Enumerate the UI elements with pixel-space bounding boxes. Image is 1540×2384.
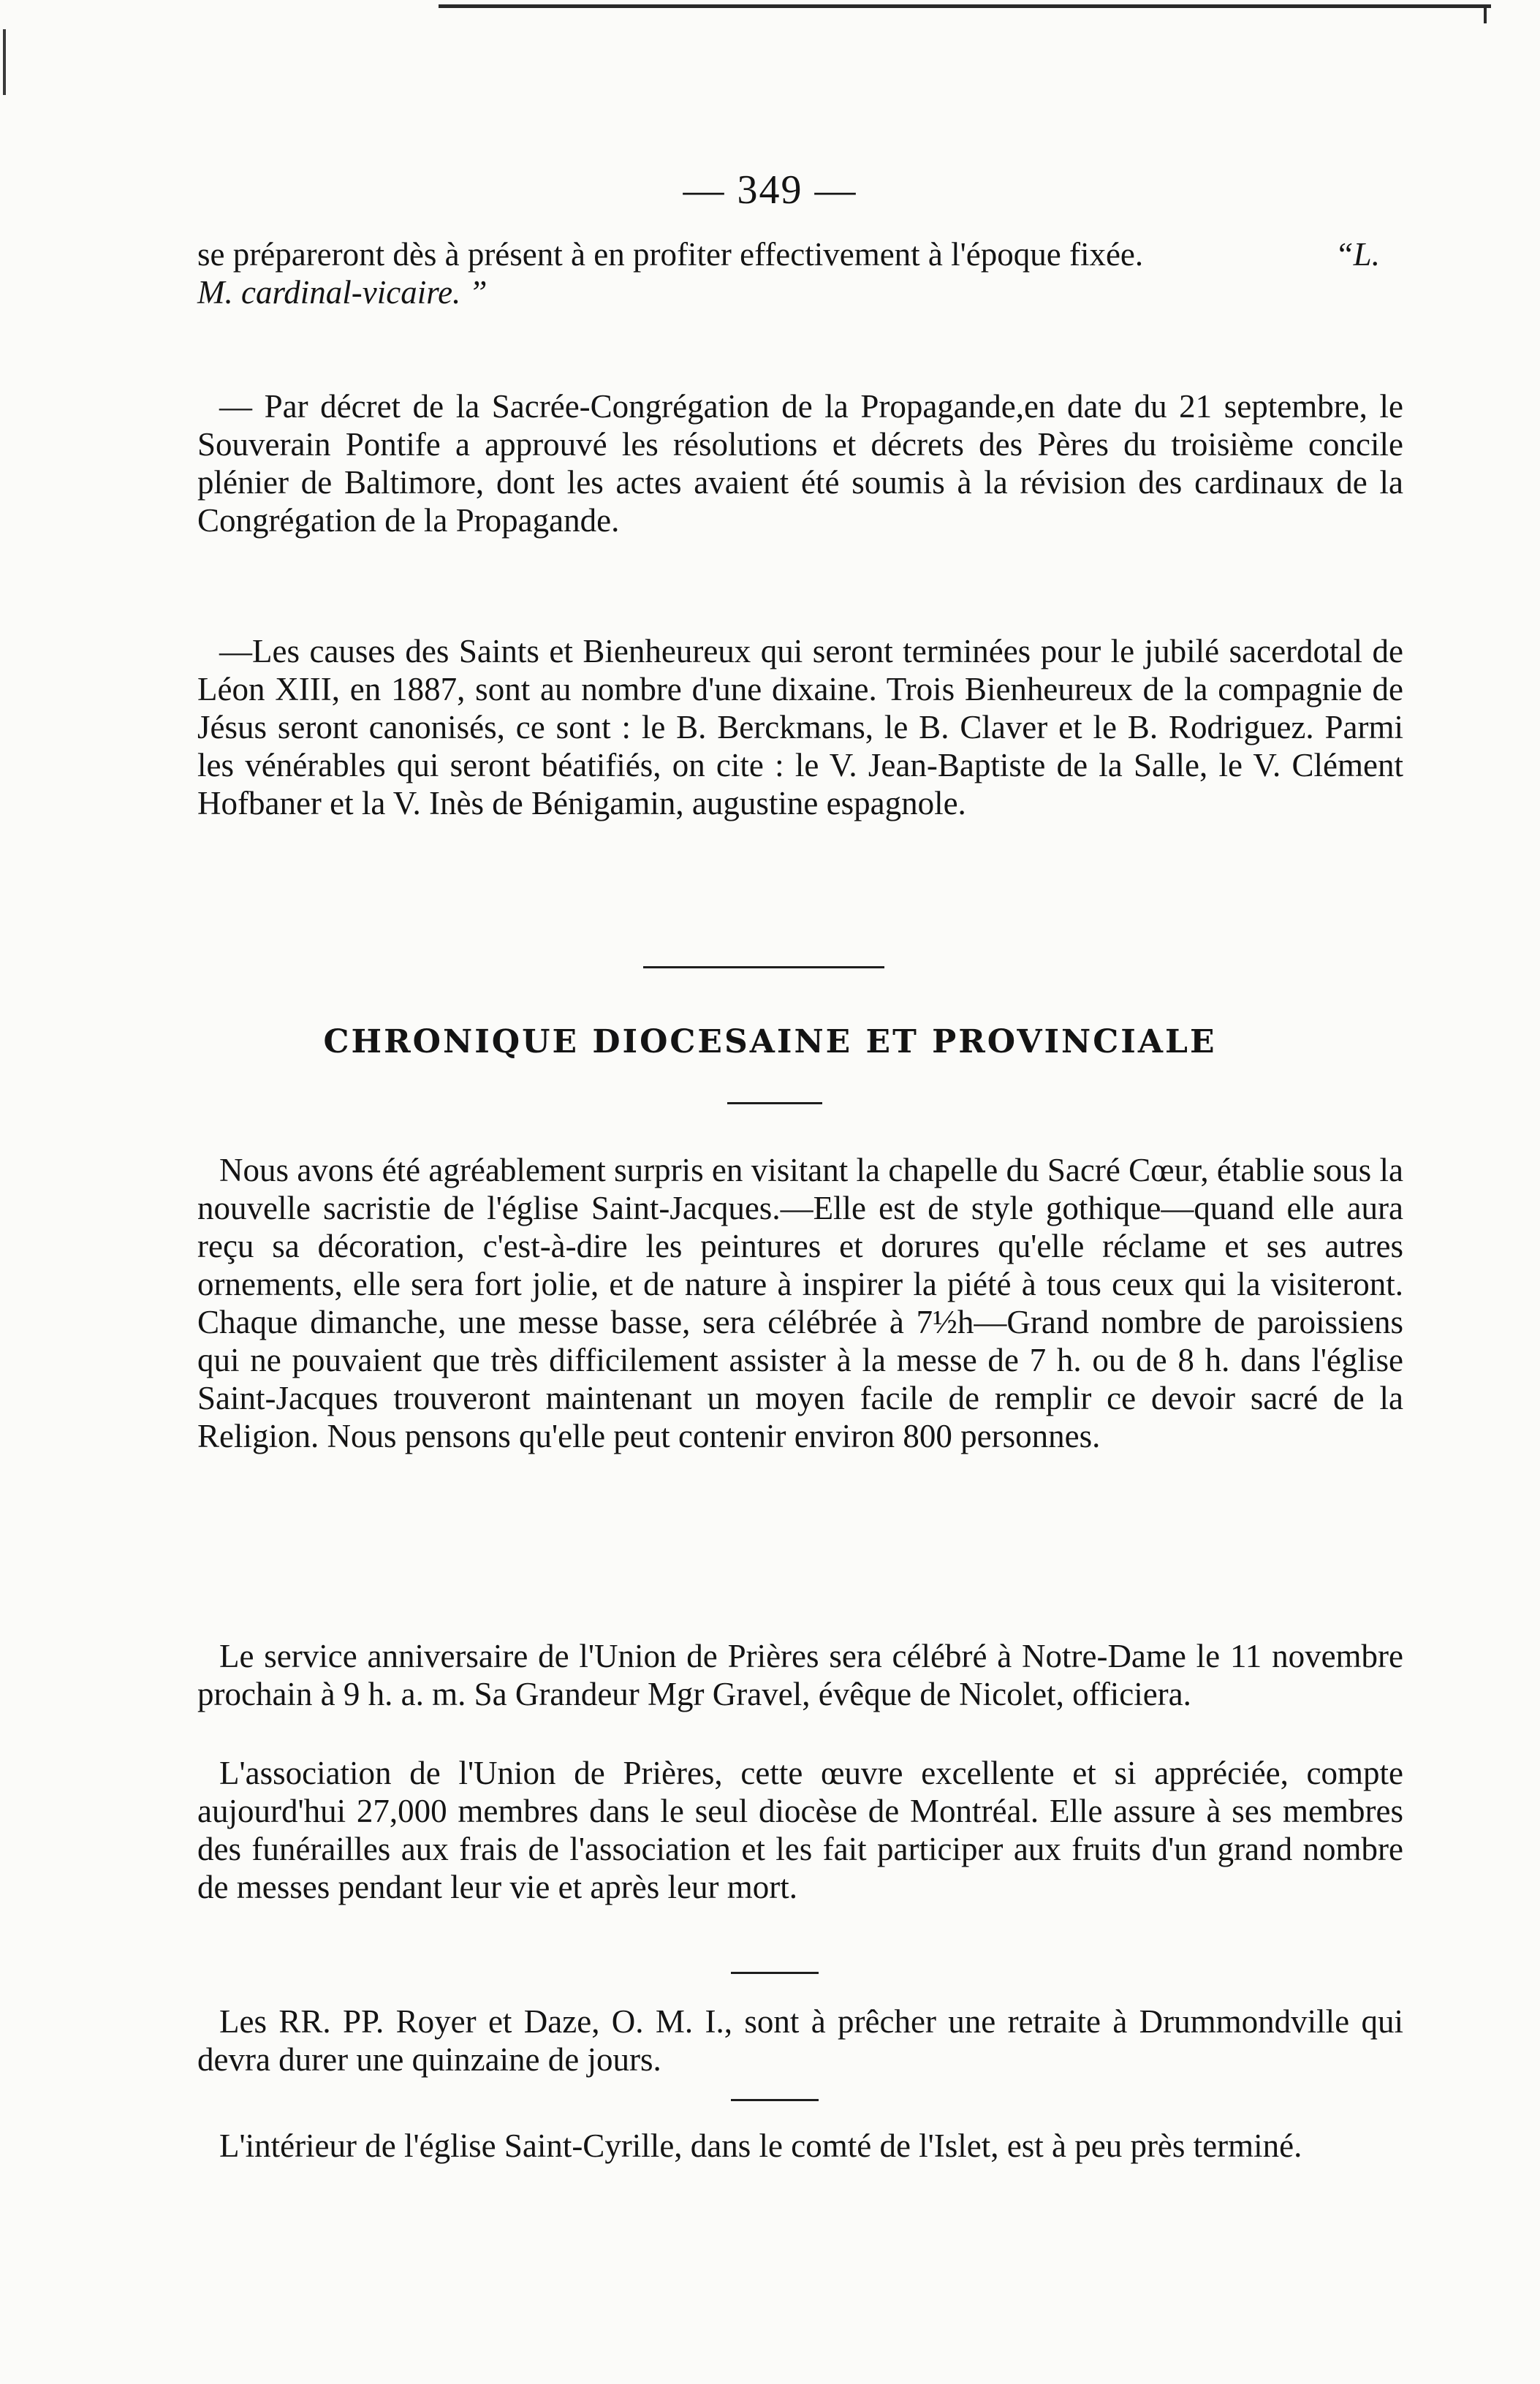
chronicle-paragraph: L'association de l'Union de Prières, cette œuvre excellente et si appréciée, compte aujourd'hui 27,000 membres dans le seul diocèse de Montréal. Elle assure à ses membres des funérailles aux frais de l'association et les fait participer aux fruits d'un grand nombre de messes pendant leur vie et après leur mort. — [197, 1755, 1403, 1905]
news-item-propaganda — [197, 387, 1403, 539]
heading-underline — [727, 1102, 822, 1104]
chronicle-paragraph: Les RR. PP. Royer et Daze, O. M. I., sont à prêcher une retraite à Drummondville qui devra durer une quinzaine de jours. — [197, 2003, 1403, 2078]
news-paragraph: — Par décret de la Sacrée-Congrégation de la Propagande,en date du 21 septembre, le Souverain Pontife a approuvé les résolutions et décrets des Pères du troisième concile plénier de Baltimore, dont les actes avaient été soumis à la révision des cardinaux de la Congrégation de la Propagande. — [197, 388, 1403, 539]
chronicle-paragraph: L'intérieur de l'église Saint-Cyrille, dans le comté de l'Islet, est à peu près terminé. — [219, 2127, 1302, 2164]
section-divider — [643, 966, 884, 968]
section-heading: CHRONIQUE DIOCESAINE ET PROVINCIALE — [323, 1023, 1217, 1060]
intro-text: se prépareront dès à présent à en profiter effectivement à l'époque fixée. — [197, 236, 1144, 273]
top-border-tick — [1484, 6, 1487, 23]
chronicle-saint-cyrille — [197, 2127, 1403, 2165]
chronicle-paragraph: Le service anniversaire de l'Union de Prières sera célébré à Notre-Dame le 11 novembre prochain à 9 h. a. m. Sa Grandeur Mgr Gravel, évêque de Nicolet, officiera. — [197, 1638, 1403, 1712]
chronicle-union-prieres-association — [197, 1754, 1403, 1906]
cardinal-signature: “L. M. cardinal-vicaire. ” — [197, 236, 1380, 311]
item-divider — [731, 1972, 819, 1974]
news-item-saints — [197, 632, 1403, 822]
news-paragraph: —Les causes des Saints et Bienheureux qui seront terminées pour le jubilé sacerdotal de Léon XIII, en 1887, sont au nombre d'une dixaine. Trois Bienheureux de la compagnie de Jésus seront canonisés, ce sont : le B. Berckmans, le B. Claver et le B. Rodriguez. Parmi les vénérables qui seront béatifiés, on cite : le V. Jean-Baptiste de la Salle, le V. Clément Hofbaner et la V. Inès de Bénigamin, augustine espagnole. — [197, 633, 1403, 821]
chronicle-retraite — [197, 2003, 1403, 2079]
left-edge-mark — [3, 29, 10, 95]
chronicle-union-prieres-service — [197, 1637, 1403, 1713]
intro-paragraph — [197, 235, 1403, 311]
chronicle-sacre-coeur — [197, 1151, 1403, 1455]
page-number: — 349 — — [683, 167, 857, 213]
chronicle-paragraph: Nous avons été agréablement surpris en visitant la chapelle du Sacré Cœur, établie sous la nouvelle sacristie de l'église Saint-Jacques.—Elle est de style gothique—quand elle aura reçu sa décoration, c'est-à-dire les peintures et dorures qu'elle réclame et ses autres ornements, elle sera fort jolie, et de nature à inspirer la piété à tous ceux qui la visiteront. Chaque dimanche, une messe basse, sera célébrée à 7½h—Grand nombre de paroissiens qui ne pouvaient que très difficilement assister à la messe de 7 h. ou de 8 h. dans l'église Saint-Jacques trouveront maintenant un moyen facile de remplir ce devoir sacré de la Religion. Nous pensons qu'elle peut contenir environ 800 personnes. — [197, 1152, 1403, 1454]
item-divider — [731, 2099, 819, 2101]
top-border-rule — [439, 4, 1491, 8]
